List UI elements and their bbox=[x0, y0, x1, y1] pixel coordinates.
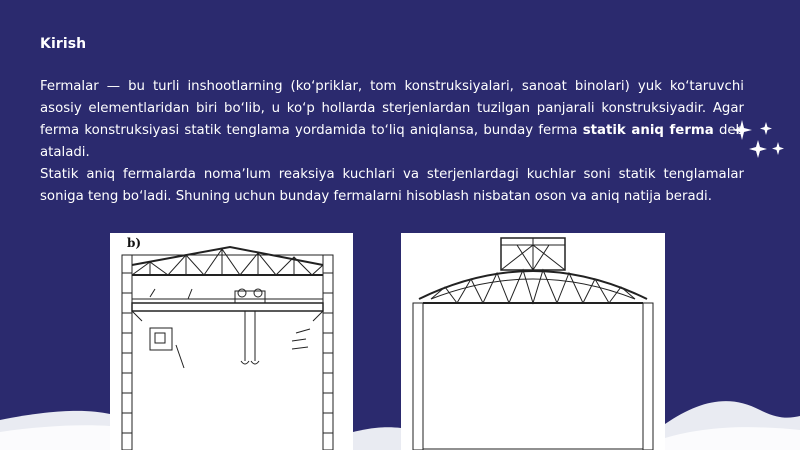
truss-hall-drawing bbox=[110, 233, 353, 450]
paragraph-1-end: deb ataladi. bbox=[40, 123, 744, 160]
emphasis-term: statik aniq ferma bbox=[582, 123, 714, 138]
figure-arched-truss-hall bbox=[401, 233, 665, 450]
slide-heading: Kirish bbox=[40, 36, 87, 52]
body-text bbox=[40, 76, 744, 208]
figure-label: b) bbox=[127, 236, 142, 250]
paragraph-1-start: Fermalar — bu turli inshootlarning (koʻpriklar, tom konstruksiyalari, sanoat binolari) yuk koʻtaruvchi asosiy elementlaridan biri boʻlib, u koʻp hollarda sterjenlardan tuzilgan panjarali konstruksiyadir. Agar ferma konstruksiyasi statik tenglama yordamida toʻliq aniqlansa, bunday ferma bbox=[40, 79, 744, 138]
paragraph-2: Statik aniq fermalarda nomaʼlum reaksiya kuchlari va sterjenlardagi kuchlar soni statik tenglamalar soniga teng boʻladi. Shuning uchun bunday fermalarni hisoblash nisbatan oson va aniq natija beradi. bbox=[40, 167, 744, 204]
paragraph-1 bbox=[40, 76, 744, 164]
figure-crane-hall bbox=[110, 233, 353, 450]
arched-truss-drawing bbox=[401, 233, 665, 450]
